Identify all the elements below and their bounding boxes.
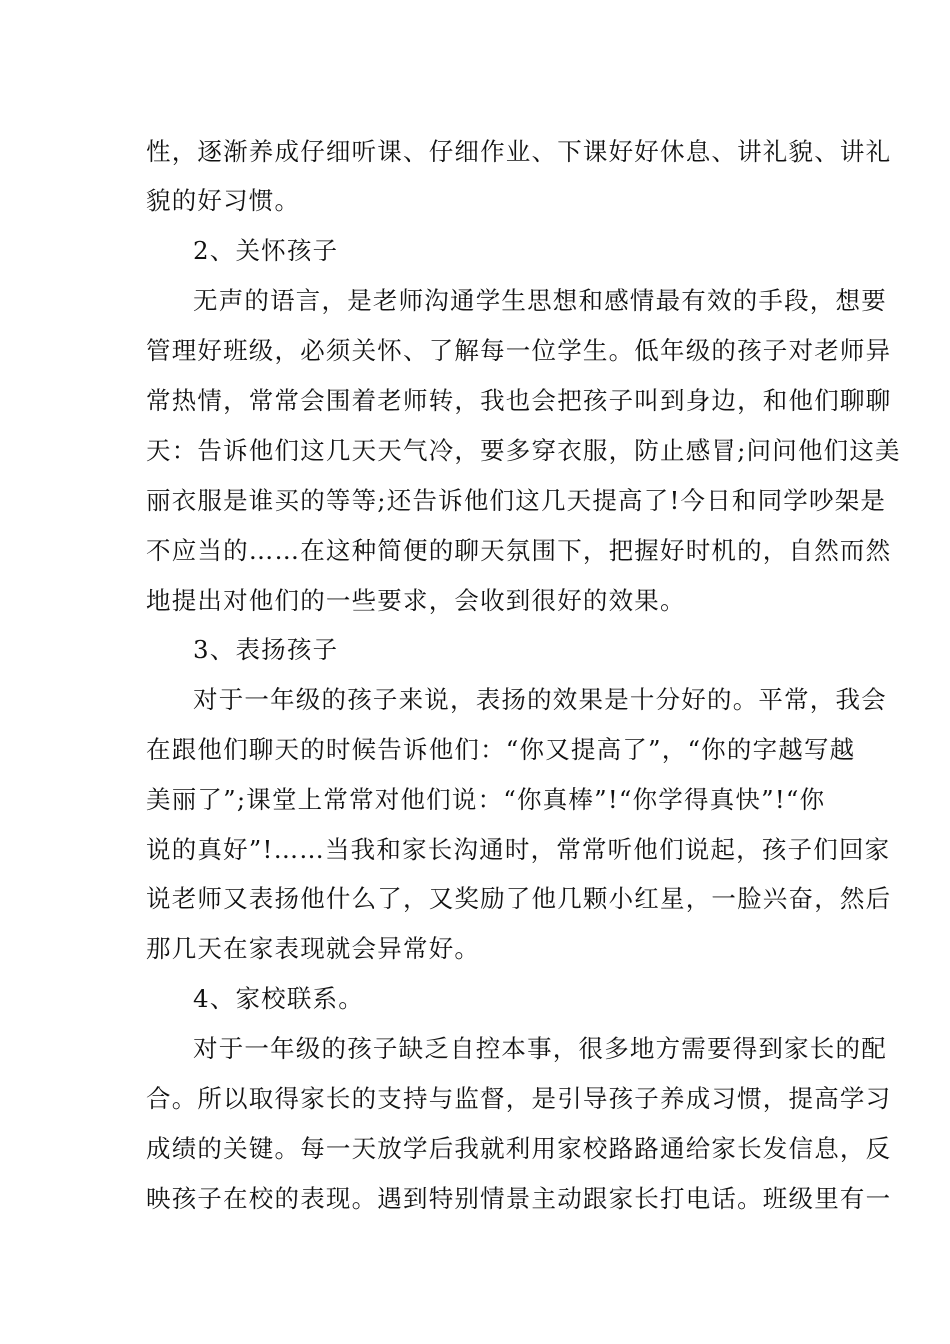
paragraph-line: 美丽了”;课堂上常常对他们说：“你真棒”!“你学得真快”!“你 <box>146 785 826 814</box>
paragraph-line: 对于一年级的孩子来说，表扬的效果是十分好的。平常，我会 <box>193 685 887 714</box>
paragraph-line: 合。所以取得家长的支持与监督，是引导孩子养成习惯，提高学习 <box>146 1084 892 1113</box>
paragraph-line: 管理好班级，必须关怀、了解每一位学生。低年级的孩子对老师异 <box>146 336 892 365</box>
section-heading: 4、家校联系。 <box>193 984 364 1013</box>
paragraph-line: 不应当的……在这种简便的聊天氛围下，把握好时机的，自然而然 <box>146 536 892 565</box>
paragraph-line: 貌的好习惯。 <box>146 186 301 215</box>
section-heading: 3、表扬孩子 <box>193 635 339 664</box>
paragraph-line: 在跟他们聊天的时候告诉他们：“你又提高了”，“你的字越写越 <box>146 735 856 764</box>
paragraph-line: 天：告诉他们这几天天气冷，要多穿衣服，防止感冒;问问他们这美 <box>146 436 901 465</box>
paragraph-line: 地提出对他们的一些要求，会收到很好的效果。 <box>146 586 686 615</box>
paragraph-line: 映孩子在校的表现。遇到特别情景主动跟家长打电话。班级里有一 <box>146 1184 892 1213</box>
paragraph-line: 丽衣服是谁买的等等;还告诉他们这几天提高了!今日和同学吵架是 <box>146 486 887 515</box>
paragraph-line: 对于一年级的孩子缺乏自控本事，很多地方需要得到家长的配 <box>193 1034 887 1063</box>
paragraph-line: 无声的语言，是老师沟通学生思想和感情最有效的手段，想要 <box>193 286 887 315</box>
paragraph-line: 那几天在家表现就会异常好。 <box>146 934 481 963</box>
paragraph-line: 性，逐渐养成仔细听课、仔细作业、下课好好休息、讲礼貌、讲礼 <box>146 137 892 166</box>
paragraph-line: 说的真好”!……当我和家长沟通时，常常听他们说起，孩子们回家 <box>146 835 891 864</box>
section-heading: 2、关怀孩子 <box>193 236 339 265</box>
paragraph-line: 说老师又表扬他什么了，又奖励了他几颗小红星，一脸兴奋，然后 <box>146 884 892 913</box>
paragraph-line: 常热情，常常会围着老师转，我也会把孩子叫到身边，和他们聊聊 <box>146 386 892 415</box>
paragraph-line: 成绩的关键。每一天放学后我就利用家校路路通给家长发信息，反 <box>146 1134 892 1163</box>
